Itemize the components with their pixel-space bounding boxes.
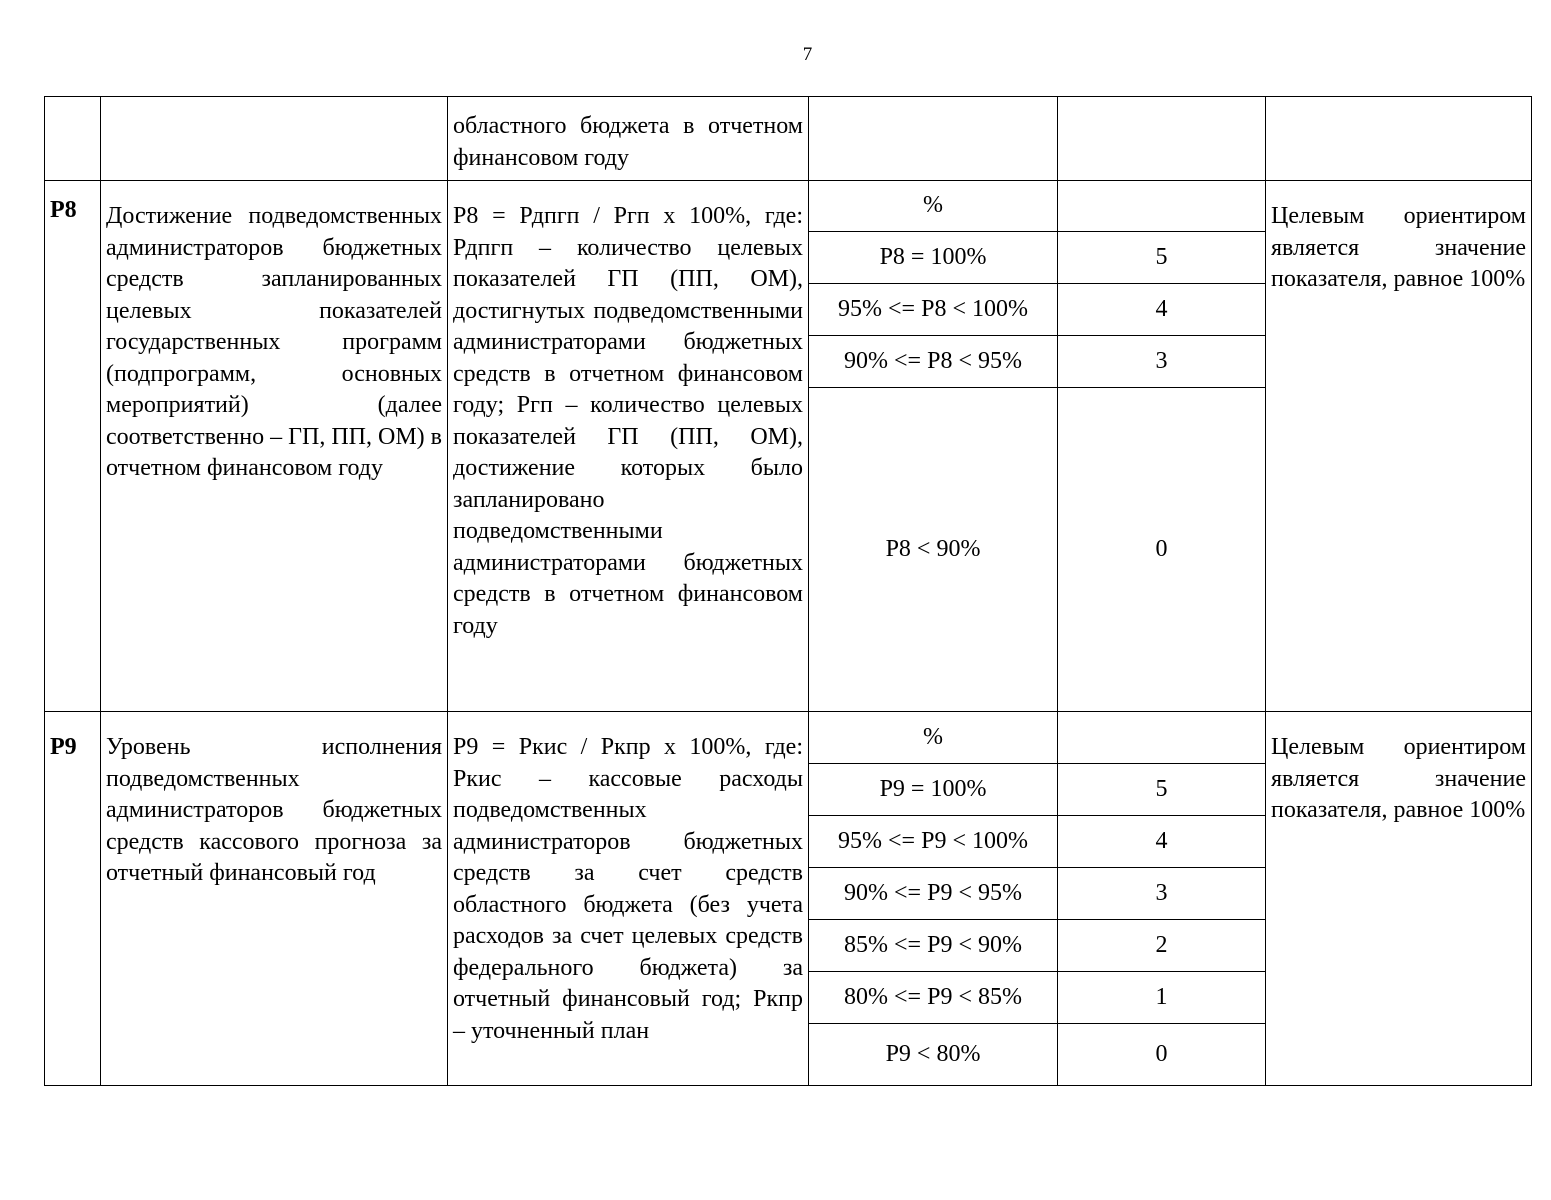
table-row-p8 (45, 181, 1532, 232)
condition-score: 5 (1058, 232, 1266, 284)
condition-score: 0 (1058, 388, 1266, 712)
criteria-table (44, 96, 1532, 1086)
condition-range: Р8 = 100% (809, 232, 1058, 284)
condition-range: Р9 < 80% (809, 1024, 1058, 1086)
note-cell (1266, 97, 1532, 181)
condition-range: Р9 = 100% (809, 764, 1058, 816)
code-cell (45, 97, 101, 181)
score-header-empty (1058, 181, 1266, 232)
condition-score: 3 (1058, 868, 1266, 920)
condition-score: 5 (1058, 764, 1266, 816)
unit-cell (809, 97, 1058, 181)
condition-score: 1 (1058, 972, 1266, 1024)
unit-label: % (809, 712, 1058, 764)
condition-score: 4 (1058, 284, 1266, 336)
unit-label: % (809, 181, 1058, 232)
indicator-name: Уровень исполнения подведомственных администраторов бюджетных средств кассового прогноза за отчетный финансовый год (101, 712, 448, 1086)
condition-score: 3 (1058, 336, 1266, 388)
indicator-name: Достижение подведомственных администраторов бюджетных средств запланированных целевых показателей государственных программ (подпрограмм, основных мероприятий) (далее соответственно – ГП, ПП, ОМ) в отчетном финансовом году (101, 181, 448, 712)
indicator-formula: Р8 = Рдпгп / Ргп х 100%, где: Рдпгп – количество целевых показателей ГП (ПП, ОМ), достигнутых подведомственными администраторами бюджетных средств в отчетном финансовом году; Ргп – количество целевых показателей ГП (ПП, ОМ), достижение которых было запланировано подведомственными администраторами бюджетных средств в отчетном финансовом году (448, 181, 809, 712)
score-header-empty (1058, 712, 1266, 764)
condition-range: 90% <= Р8 < 95% (809, 336, 1058, 388)
condition-range: 90% <= Р9 < 95% (809, 868, 1058, 920)
condition-range: 95% <= Р8 < 100% (809, 284, 1058, 336)
table-row-p9 (45, 712, 1532, 764)
score-cell (1058, 97, 1266, 181)
target-note: Целевым ориентиром является значение показателя, равное 100% (1266, 181, 1532, 712)
indicator-code: Р8 (45, 181, 101, 712)
condition-score: 4 (1058, 816, 1266, 868)
condition-range: 95% <= Р9 < 100% (809, 816, 1058, 868)
formula-cell: областного бюджета в отчетном финансовом году (448, 97, 809, 181)
condition-score: 2 (1058, 920, 1266, 972)
condition-range: Р8 < 90% (809, 388, 1058, 712)
condition-range: 80% <= Р9 < 85% (809, 972, 1058, 1024)
target-note: Целевым ориентиром является значение показателя, равное 100% (1266, 712, 1532, 1086)
indicator-code: Р9 (45, 712, 101, 1086)
page-number: 7 (802, 44, 813, 65)
condition-score: 0 (1058, 1024, 1266, 1086)
table-row-continuation (45, 97, 1532, 181)
indicator-formula: Р9 = Ркис / Ркпр х 100%, где: Ркис – кассовые расходы подведомственных администраторов бюджетных средств за счет средств областного бюджета (без учета расходов за счет целевых средств федерального бюджета) за отчетный финансовый год; Ркпр – уточненный план (448, 712, 809, 1086)
name-cell (101, 97, 448, 181)
condition-range: 85% <= Р9 < 90% (809, 920, 1058, 972)
